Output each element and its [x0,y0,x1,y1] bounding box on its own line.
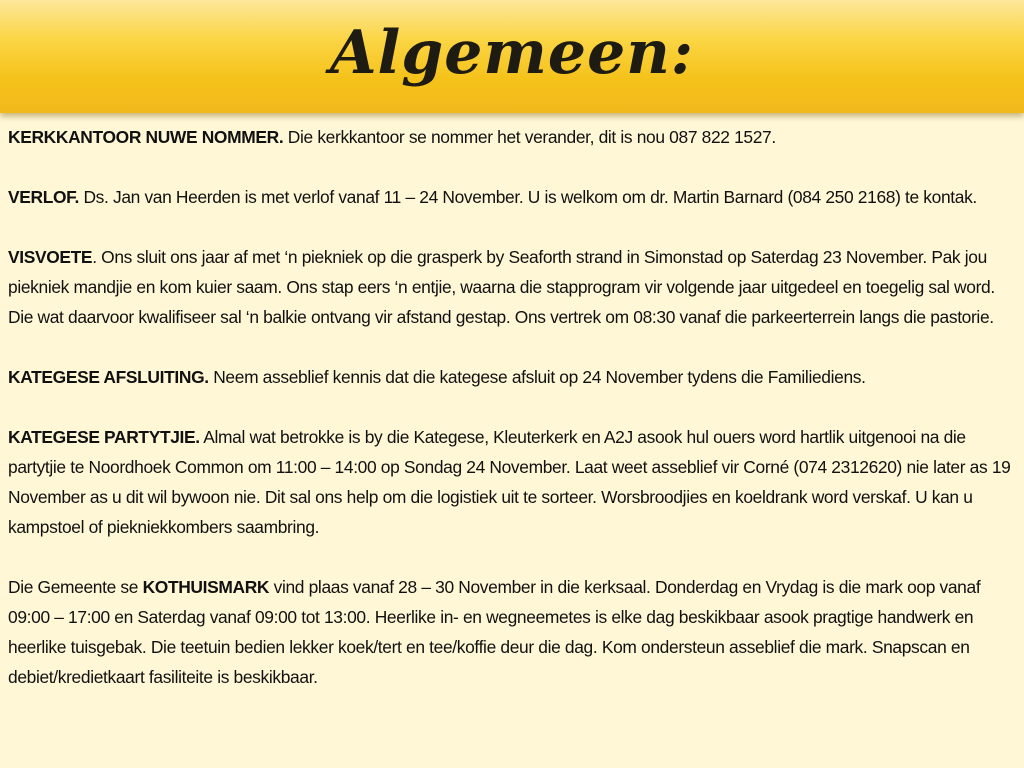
announcement-label: VISVOETE [8,247,93,267]
title-banner [0,0,1024,113]
announcement-text: vind plaas vanaf 28 – 30 November in die kerksaal. Donderdag en Vrydag is die mark oop vanaf 09:00 – 17:00 en Saterdag vanaf 09:00 tot 13:00. Heerlike in- en wegneemetes is elke dag beskikbaar asook pragtige handwerk en heerlike tuisgebak. Die teetuin bedien lekker koek/tert en tee/koffie deur die dag. Kom ondersteun asseblief die mark. Snapscan en debiet/kredietkaart fasiliteite is beskikbaar. [8,577,981,687]
announcement-text: . Ons sluit ons jaar af met ‘n piekniek op die grasperk by Seaforth strand in Simonstad op Saterdag 23 November. Pak jou piekniek mandjie en kom kuier saam. Ons stap eers ‘n entjie, waarna die stapprogram vir volgende jaar uitgedeel en toegelig sal word. Die wat daarvoor kwalifiseer sal ‘n balkie ontvang vir afstand gestap. Ons vertrek om 08:30 vanaf die parkeerterrein langs die pastorie. [8,247,995,327]
announcement-market [8,572,1012,692]
announcement-label: VERLOF. [8,187,79,207]
announcement-label: KERKKANTOOR NUWE NOMMER. [8,127,284,147]
announcement-text: Ds. Jan van Heerden is met verlof vanaf 11 – 24 November. U is welkom om dr. Martin Barnard (084 250 2168) te kontak. [78,187,977,207]
announcements-body [8,122,1012,692]
announcement-label: KATEGESE PARTYTJIE. [8,427,200,447]
announcement-text: Neem asseblief kennis dat die kategese afsluit op 24 November tydens die Familiediens. [208,367,866,387]
announcement-text: Die kerkkantoor se nommer het verander, dit is nou 087 822 1527. [283,127,776,147]
announcement-label: KATEGESE AFSLUITING. [8,367,209,387]
announcement-prefix: Die Gemeente se [8,577,143,597]
announcement-leave [8,182,1012,212]
announcement-visvoete [8,242,1012,332]
announcement-text: Almal wat betrokke is by die Kategese, Kleuterkerk en A2J asook hul ouers word hartlik uitgenooi na die partytjie te Noordhoek Common om 11:00 – 14:00 op Sondag 24 November. Laat weet asseblief vir Corné (074 2312620) nie later as 19 November as u dit wil bywoon nie. Dit sal ons help om die logistiek uit te sorteer. Worsbroodjies en koeldrank word verskaf. U kan u kampstoel of piekniekkombers saambring. [8,427,1011,537]
announcement-catechesis-party [8,422,1012,542]
announcement-catechesis-closing [8,362,1012,392]
slide-title: Algemeen: [329,17,695,88]
announcement-label: KOTHUISMARK [142,577,270,597]
announcement-new-number [8,122,1012,152]
